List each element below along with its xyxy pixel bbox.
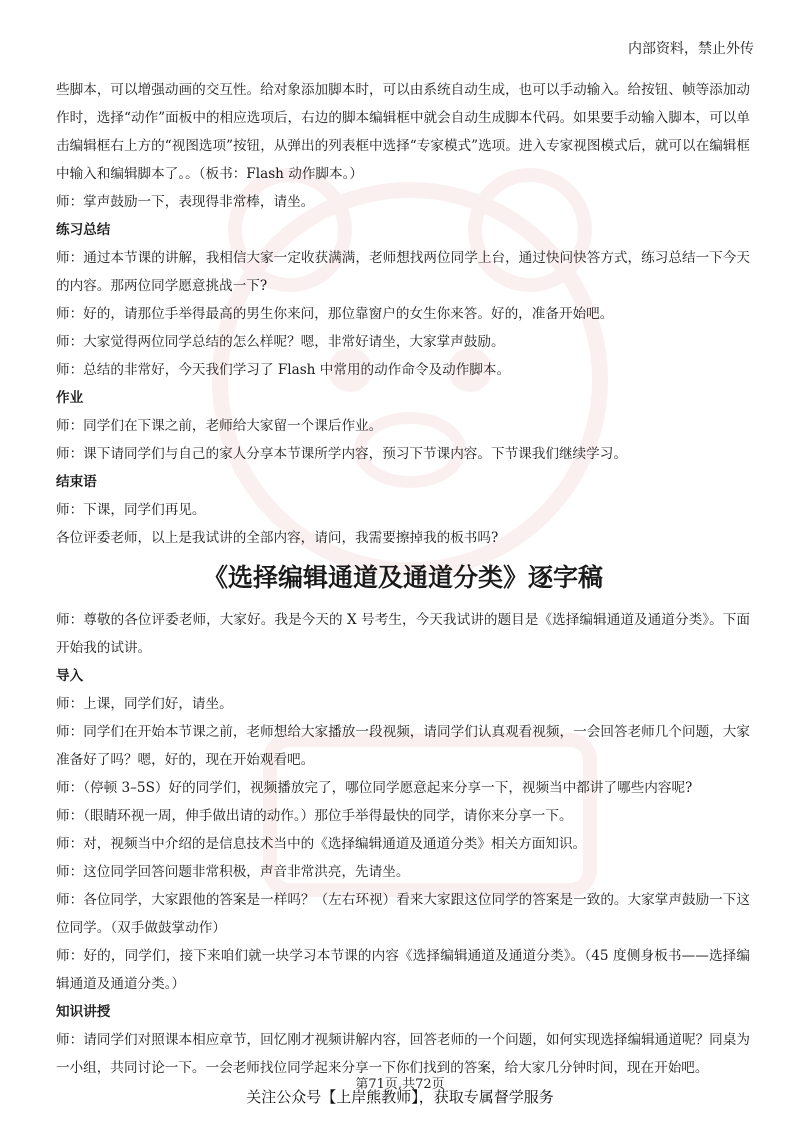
- paragraph: 师：通过本节课的讲解，我相信大家一定收获满满，老师想找两位同学上台，通过快问快答方式，练习总结一下今天的内容。那两位同学愿意挑战一下?: [56, 250, 750, 294]
- paragraph: 些脚本，可以增强动画的交互性。给对象添加脚本时，可以由系统自动生成，也可以手动输入。给按钮、帧等添加动作时，选择“动作”面板中的相应选项后，右边的脚本编辑框中就会自动生成脚本代码。如果要手动输入脚本，可以单击编辑框右上方的“视图选项”按钮，从弹出的列表框中选择“专家模式”选项。进入专家视图模式后，就可以在编辑框中输入和编辑脚本了。。（板书：Flash 动作脚本。）: [56, 82, 750, 182]
- paragraph: 各位评委老师，以上是我试讲的全部内容，请问，我需要擦掉我的板书吗?: [56, 530, 499, 546]
- footer-promo: 关注公众号【上岸熊教师】，获取专属督学服务: [246, 1088, 554, 1106]
- heading-homework: 作业: [56, 390, 84, 406]
- paragraph: 师：各位同学，大家跟他的答案是一样吗？（左右环视）看来大家跟这位同学的答案是一致的。大家掌声鼓励一下这位同学。（双手做鼓掌动作）: [56, 892, 750, 936]
- paragraph: 师：尊敬的各位评委老师，大家好。我是今天的 X 号考生，今天我试讲的题目是《选择编辑通道及通道分类》。下面开始我的试讲。: [56, 612, 750, 656]
- paragraph: 师：对，视频当中介绍的是信息技术当中的《选择编辑通道及通道分类》相关方面知识。: [56, 836, 587, 852]
- paragraph: 师：同学们在下课之前，老师给大家留一个课后作业。: [56, 418, 383, 434]
- paragraph: 师：大家觉得两位同学总结的怎么样呢？嗯，非常好请坐，大家掌声鼓励。: [56, 334, 505, 350]
- paragraph: 师：课下请同学们与自己的家人分享本节课所学内容，预习下节课内容。下节课我们继续学习。: [56, 446, 627, 462]
- paragraph: 师：总结的非常好，今天我们学习了 Flash 中常用的动作命令及动作脚本。: [56, 362, 511, 378]
- paragraph: 师：这位同学回答问题非常积极，声音非常洪亮，先请坐。: [56, 864, 410, 880]
- paragraph: 师：好的，请那位手举得最高的男生你来问，那位靠窗户的女生你来答。好的，准备开始吧。: [56, 306, 614, 322]
- paragraph: 师：掌声鼓励一下，表现得非常棒，请坐。: [56, 194, 315, 210]
- heading-practice-summary: 练习总结: [56, 222, 111, 238]
- section-title: 《选择编辑通道及通道分类》逐字稿: [202, 563, 603, 592]
- paragraph: 师：同学们在开始本节课之前，老师想给大家播放一段视频，请同学们认真观看视频，一会回答老师几个问题，大家准备好了吗？嗯，好的，现在开始观看吧。: [56, 724, 750, 768]
- paragraph: 师：请同学们对照课本相应章节，回忆刚才视频讲解内容，回答老师的一个问题，如何实现选择编辑通道呢？同桌为一小组，共同讨论一下。一会老师找位同学起来分享一下你们找到的答案，给大家几分钟时间，现在开始吧。: [56, 1032, 750, 1076]
- paragraph: 师：好的，同学们，接下来咱们就一块学习本节课的内容《选择编辑通道及通道分类》。（45 度侧身板书——选择编辑通道及通道分类。）: [56, 948, 750, 992]
- paragraph: 师：上课，同学们好，请坐。: [56, 696, 233, 712]
- heading-knowledge-teaching: 知识讲授: [56, 1004, 111, 1020]
- paragraph: 师：（眼睛环视一周，伸手做出请的动作。）那位手举得最快的同学，请你来分享一下。: [56, 808, 573, 824]
- heading-closing: 结束语: [56, 474, 97, 490]
- paragraph: 师：下课，同学们再见。: [56, 502, 206, 518]
- confidential-note: 内部资料，禁止外传: [628, 41, 754, 57]
- heading-lead-in: 导入: [56, 668, 84, 684]
- paragraph: 师：（停顿 3–5S）好的同学们，视频播放完了，哪位同学愿意起来分享一下，视频当中都讲了哪些内容呢?: [56, 780, 693, 796]
- document-body: [56, 76, 750, 1082]
- page-number: 第71页,共72页: [355, 1077, 445, 1092]
